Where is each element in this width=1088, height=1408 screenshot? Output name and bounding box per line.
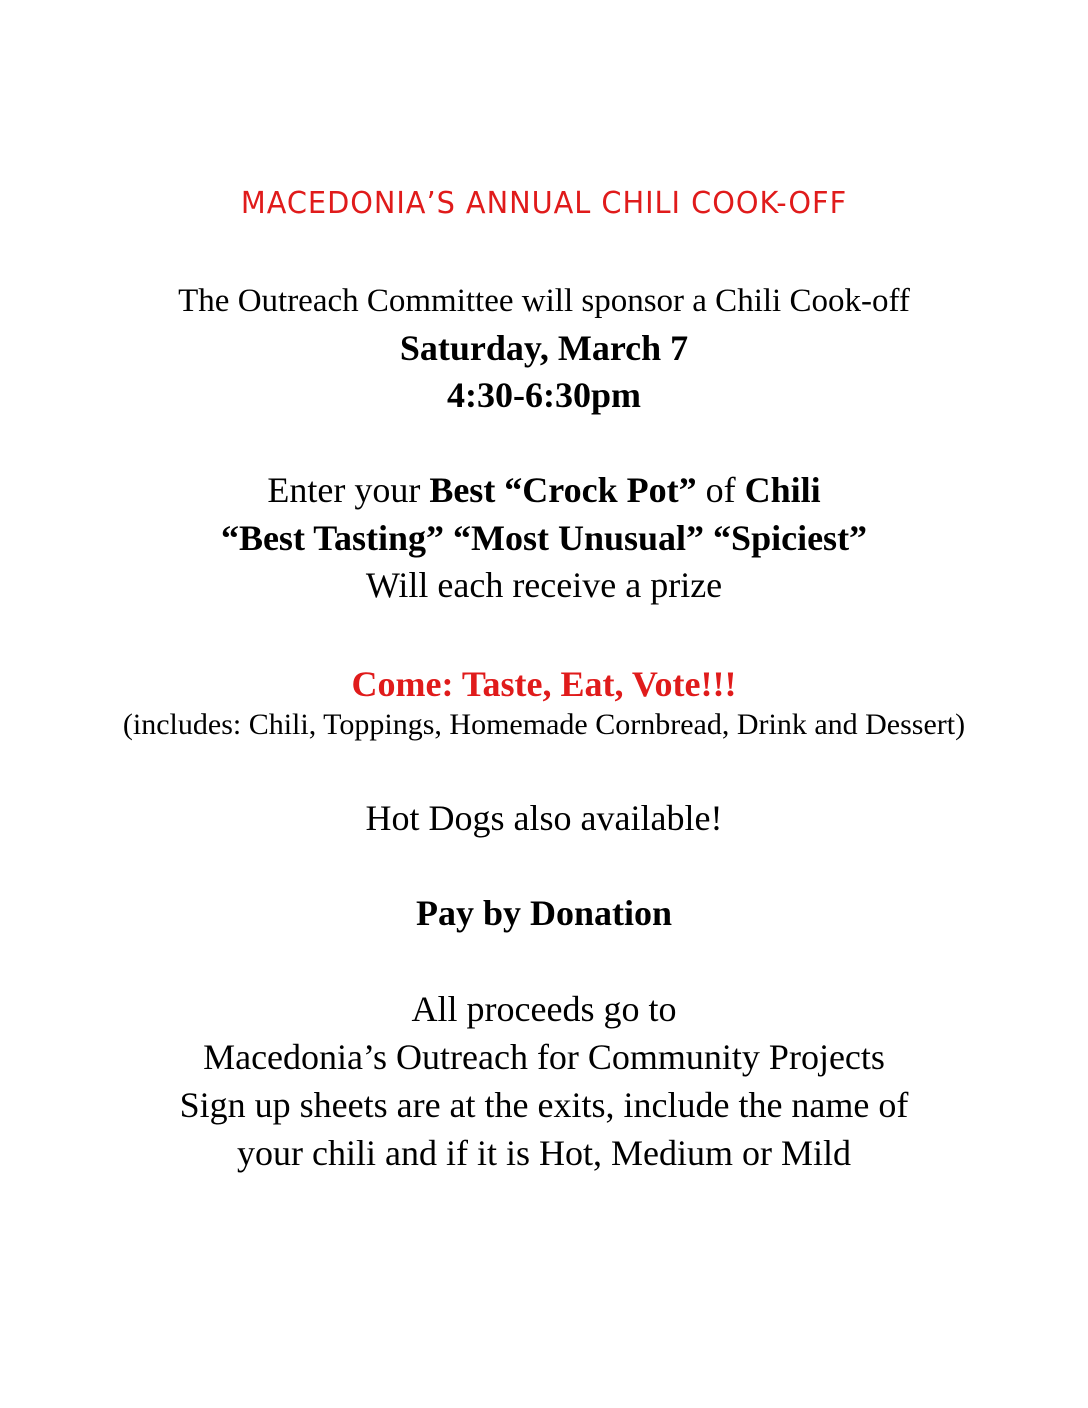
proceeds-line-1: All proceeds go to [411,989,677,1029]
enter-line [0,468,1088,512]
pay-heading: Pay by Donation [415,893,673,933]
signup-line-1: Sign up sheets are at the exits, include the name of [179,1085,909,1125]
enter-text-4: Chili [744,470,821,510]
enter-text-3: of [696,470,745,510]
hotdogs-text: Hot Dogs also available! [365,798,723,838]
event-time: 4:30-6:30pm [447,375,641,415]
signup-line-2: your chili and if it is Hot, Medium or Mild [237,1133,851,1173]
proceeds-line-2: Macedonia’s Outreach for Community Projects [203,1037,885,1077]
come-heading: Come: Taste, Eat, Vote!!! [351,664,737,704]
event-date: Saturday, March 7 [399,328,689,368]
intro-text: The Outreach Committee will sponsor a Chili Cook-off [178,283,910,319]
flyer-title: MACEDONIA’S ANNUAL CHILI COOK-OFF [240,186,848,221]
includes-text: (includes: Chili, Toppings, Homemade Cornbread, Drink and Dessert) [122,708,966,741]
prize-categories: “Best Tasting” “Most Unusual” “Spiciest” [220,518,868,558]
prize-text: Will each receive a prize [365,565,723,605]
enter-text-2: Best “Crock Pot” [429,470,697,510]
enter-text-1: Enter your [267,470,430,510]
